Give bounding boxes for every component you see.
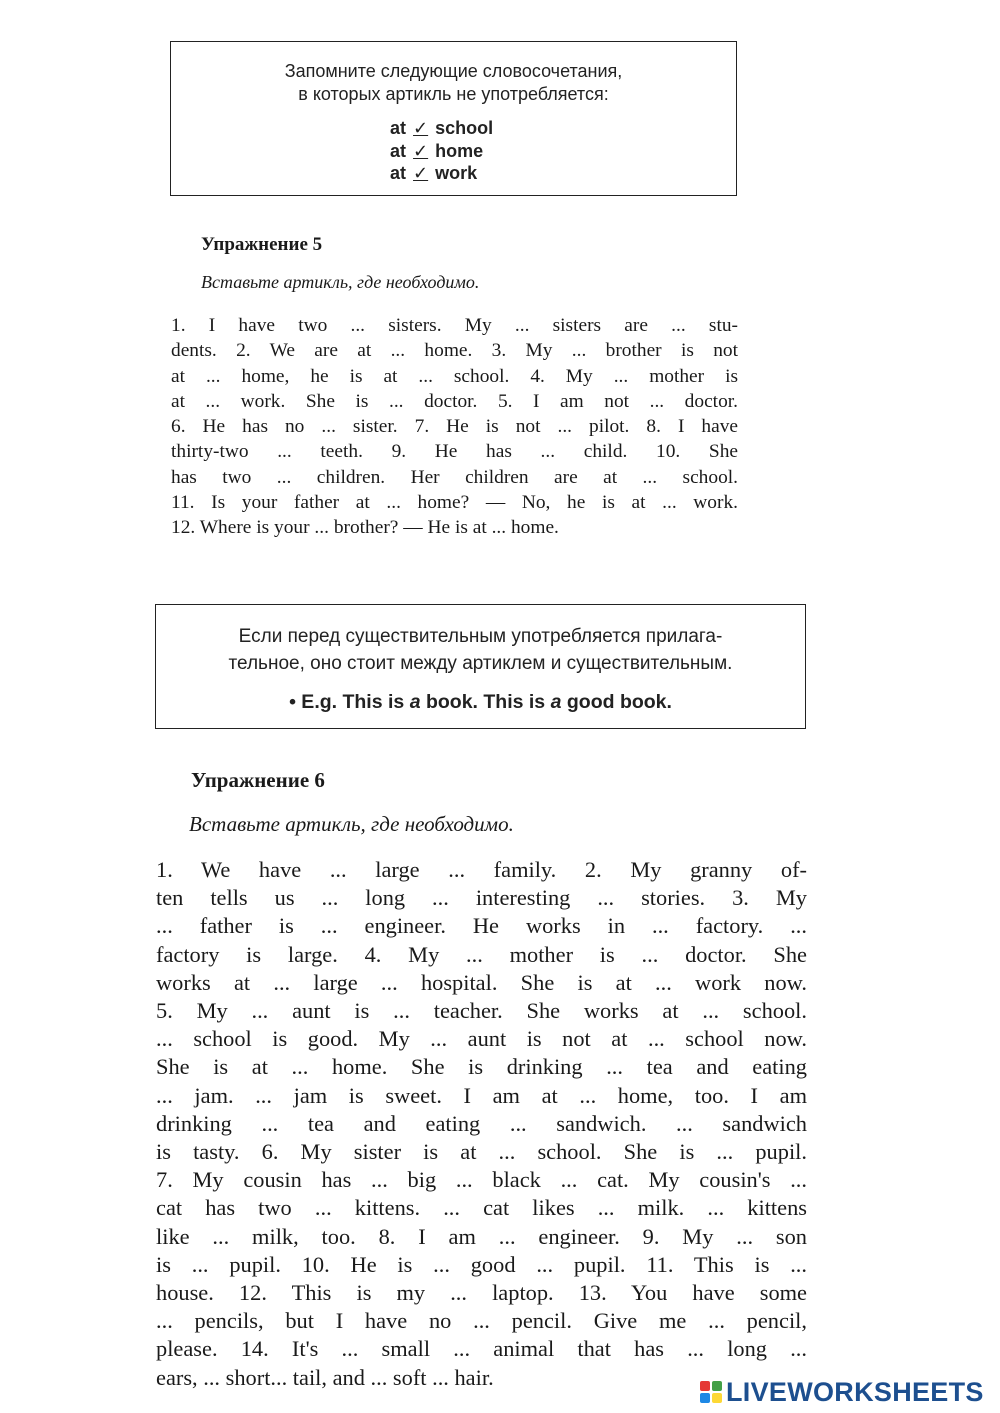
phrase-preposition: at bbox=[390, 140, 407, 161]
watermark-text: LIVEWORKSHEETS bbox=[726, 1376, 984, 1407]
exercise-line: thirty-two ... teeth. 9. He has ... child. 10. She bbox=[171, 441, 738, 463]
rule-intro-line: тельное, оно стоит между артиклем и существительным. bbox=[228, 653, 733, 674]
exercise-line: at ... work. She is ... doctor. 5. I am not ... doctor. bbox=[171, 390, 738, 412]
exercise-line: She is at ... home. She is drinking ... tea and eating bbox=[156, 1054, 807, 1080]
exercise-line: dents. 2. We are at ... home. 3. My ... brother is not bbox=[171, 340, 738, 362]
exercise-line: 11. Is your father at ... home? — No, he is at ... work. bbox=[171, 492, 738, 514]
exercise-line: at ... home, he is at ... school. 4. My ... mother is bbox=[171, 365, 738, 387]
exercise-line: house. 12. This is my ... laptop. 13. You have some bbox=[156, 1280, 807, 1306]
phrase-at-school bbox=[390, 117, 493, 140]
exercise-line: is ... pupil. 10. He is ... good ... pupil. 11. This is ... bbox=[156, 1251, 807, 1277]
logo-square bbox=[700, 1393, 710, 1403]
exercise-line: ... jam. ... jam is sweet. I am at ... home, too. I am bbox=[156, 1082, 807, 1108]
phrase-at-home bbox=[390, 140, 493, 163]
exercise-6-instruction: Вставьте артикль, где необходимо. bbox=[189, 812, 514, 836]
example-article: a bbox=[550, 691, 562, 713]
exercise-6-heading: Упражнение 6 bbox=[191, 768, 325, 792]
rule-box-adjective-position bbox=[155, 604, 806, 729]
checkmark-icon: ✓ bbox=[413, 118, 429, 138]
example-text: book. bbox=[425, 691, 478, 713]
rule-intro-line: в которых артикль не употребляется: bbox=[298, 84, 609, 104]
exercise-line: works at ... large ... hospital. She is at ... work now. bbox=[156, 969, 807, 995]
exercise-line: cat has two ... kittens. ... cat likes ... milk. ... kittens bbox=[156, 1195, 807, 1221]
exercise-line: ten tells us ... long ... interesting ... stories. 3. My bbox=[156, 885, 807, 911]
logo-square bbox=[712, 1393, 722, 1403]
rule-box-no-article bbox=[170, 41, 737, 196]
exercise-line: ears, ... short... tail, and ... soft ... hair. bbox=[156, 1364, 494, 1390]
exercise-5-text bbox=[171, 313, 738, 541]
rule-box-intro bbox=[171, 60, 736, 106]
phrase-preposition: at bbox=[390, 163, 407, 183]
checkmark-icon: ✓ bbox=[413, 140, 429, 161]
logo-square bbox=[700, 1381, 710, 1391]
phrase-noun: home bbox=[435, 140, 484, 161]
phrase-noun: work bbox=[435, 163, 478, 183]
example-text: This is bbox=[483, 691, 546, 713]
rule-example bbox=[156, 691, 805, 714]
exercise-line: 6. He has no ... sister. 7. He is not ... pilot. 8. I have bbox=[171, 416, 738, 438]
rule-intro-line: Запомните следующие словосочетания, bbox=[284, 61, 623, 81]
exercise-line: is tasty. 6. My sister is at ... school. She is ... pupil. bbox=[156, 1139, 807, 1165]
exercise-line: ... pencils, but I have no ... pencil. Give me ... pencil, bbox=[156, 1308, 807, 1334]
exercise-6-text bbox=[156, 856, 807, 1392]
example-text: This is bbox=[342, 691, 405, 713]
logo-square bbox=[712, 1381, 722, 1391]
exercise-line: factory is large. 4. My ... mother is ... doctor. She bbox=[156, 941, 807, 967]
example-bullet: • E.g. bbox=[289, 691, 338, 713]
exercise-line: has two ... children. Her children are at ... school. bbox=[171, 466, 738, 488]
exercise-line: like ... milk, too. 8. I am ... engineer. 9. My ... son bbox=[156, 1223, 807, 1249]
phrase-list bbox=[390, 117, 493, 185]
exercise-5-heading: Упражнение 5 bbox=[201, 234, 323, 255]
phrase-preposition: at bbox=[390, 118, 407, 138]
example-article: a bbox=[409, 691, 421, 713]
liveworksheets-logo-icon bbox=[700, 1381, 722, 1403]
exercise-line: 12. Where is your ... brother? — He is at ... home. bbox=[171, 517, 559, 539]
phrase-noun: school bbox=[435, 118, 494, 138]
exercise-5-instruction: Вставьте артикль, где необходимо. bbox=[201, 272, 480, 292]
rule-box-intro bbox=[156, 623, 805, 677]
exercise-line: ... father is ... engineer. He works in ... factory. ... bbox=[156, 913, 807, 939]
exercise-line: 7. My cousin has ... big ... black ... cat. My cousin's ... bbox=[156, 1167, 807, 1193]
phrase-at-work bbox=[390, 162, 493, 185]
exercise-line: drinking ... tea and eating ... sandwich. ... sandwich bbox=[156, 1110, 807, 1136]
liveworksheets-watermark bbox=[700, 1375, 984, 1409]
exercise-line: 5. My ... aunt is ... teacher. She works at ... school. bbox=[156, 998, 807, 1024]
example-text: good book. bbox=[566, 691, 672, 713]
exercise-line: 1. I have two ... sisters. My ... sisters are ... stu- bbox=[171, 315, 738, 336]
rule-intro-line: Если перед существительным употребляется прилага- bbox=[238, 626, 723, 647]
exercise-line: 1. We have ... large ... family. 2. My granny of- bbox=[156, 857, 807, 882]
exercise-line: ... school is good. My ... aunt is not at ... school now. bbox=[156, 1026, 807, 1052]
checkmark-icon: ✓ bbox=[413, 163, 429, 183]
exercise-line: please. 14. It's ... small ... animal that has ... long ... bbox=[156, 1336, 807, 1362]
